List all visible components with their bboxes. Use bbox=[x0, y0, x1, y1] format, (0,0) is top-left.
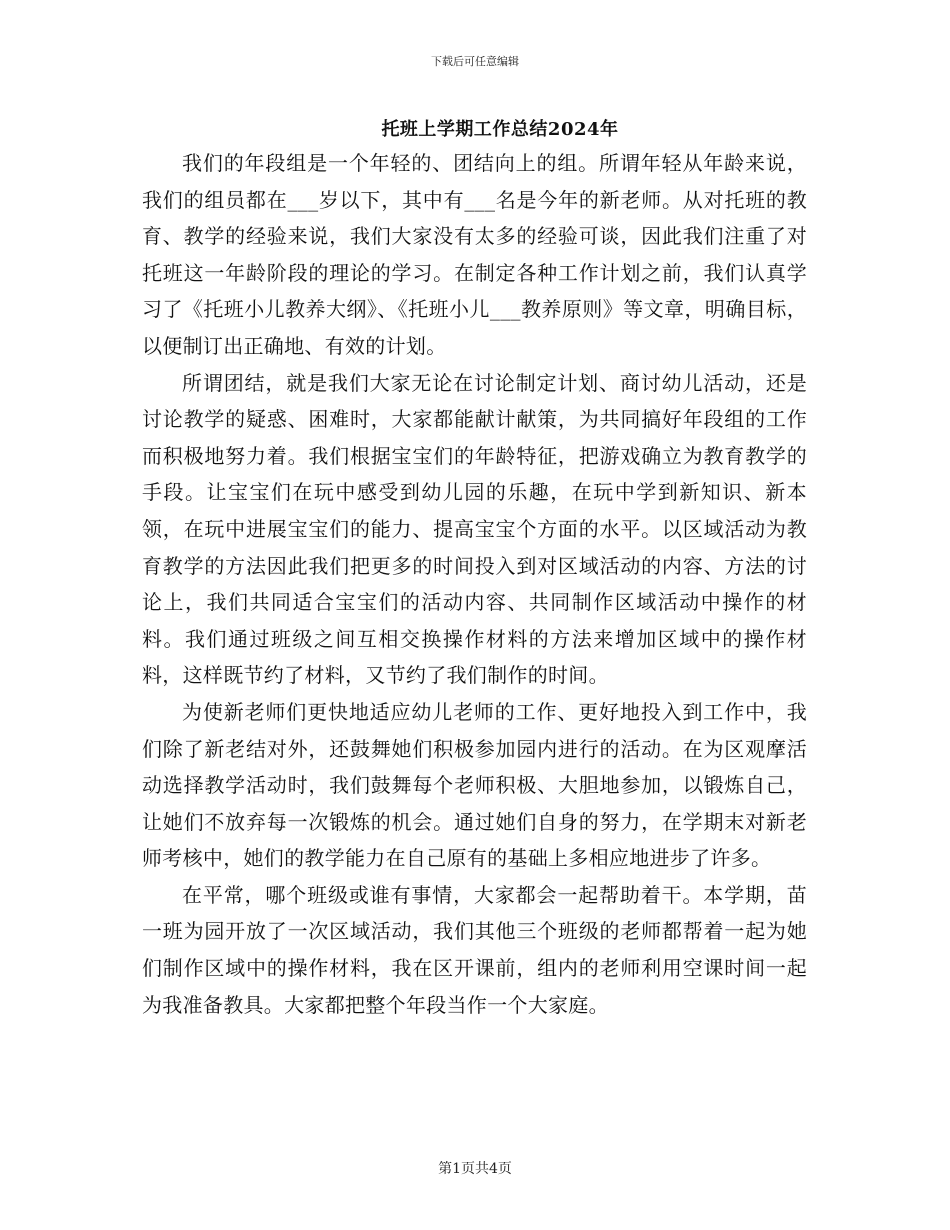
paragraph: 所谓团结，就是我们大家无论在讨论制定计划、商讨幼儿活动，还是讨论教学的疑惑、困难时，大家都能献计献策，为共同搞好年段组的工作而积极地努力着。我们根据宝宝们的年龄特征，把游戏确立为教育教学的手段。让宝宝们在玩中感受到幼儿园的乐趣，在玩中学到新知识、新本领，在玩中进展宝宝们的能力、提高宝宝个方面的水平。以区域活动为教育教学的方法因此我们把更多的时间投入到对区域活动的内容、方法的讨论上，我们共同适合宝宝们的活动内容、共同制作区域活动中操作的材料。我们通过班级之间互相交换操作材料的方法来增加区域中的操作材料，这样既节约了材料，又节约了我们制作的时间。 bbox=[142, 370, 807, 688]
document-title: 托班上学期工作总结2024年 bbox=[381, 119, 619, 140]
paragraph: 我们的年段组是一个年轻的、团结向上的组。所谓年轻从年龄来说，我们的组员都在___岁以下，其中有___名是今年的新老师。从对托班的教育、教学的经验来说，我们大家没有太多的经验可谈，因此我们注重了对托班这一年龄阶段的理论的学习。在制定各种工作计划之前，我们认真学习了《托班小儿教养大纲》、《托班小儿___教养原则》等文章，明确目标，以便制订出正确地、有效的计划。 bbox=[142, 151, 807, 358]
page-header-note: 下载后可任意编辑 bbox=[431, 55, 519, 68]
document-body bbox=[142, 145, 807, 1023]
paragraph: 在平常，哪个班级或谁有事情，大家都会一起帮助着干。本学期，苗一班为园开放了一次区域活动，我们其他三个班级的老师都帮着一起为她们制作区域中的操作材料，我在区开课前，组内的老师利用空课时间一起为我准备教具。大家都把整个年段当作一个大家庭。 bbox=[142, 882, 807, 1017]
paragraph: 为使新老师们更快地适应幼儿老师的工作、更好地投入到工作中，我们除了新老结对外，还鼓舞她们积极参加园内进行的活动。在为区观摩活动选择教学活动时，我们鼓舞每个老师积极、大胆地参加，以锻炼自己，让她们不放弃每一次锻炼的机会。通过她们自身的努力，在学期末对新老师考核中，她们的教学能力在自己原有的基础上多相应地进步了许多。 bbox=[142, 699, 807, 871]
page-footer-number: 第1页共4页 bbox=[438, 1161, 512, 1177]
